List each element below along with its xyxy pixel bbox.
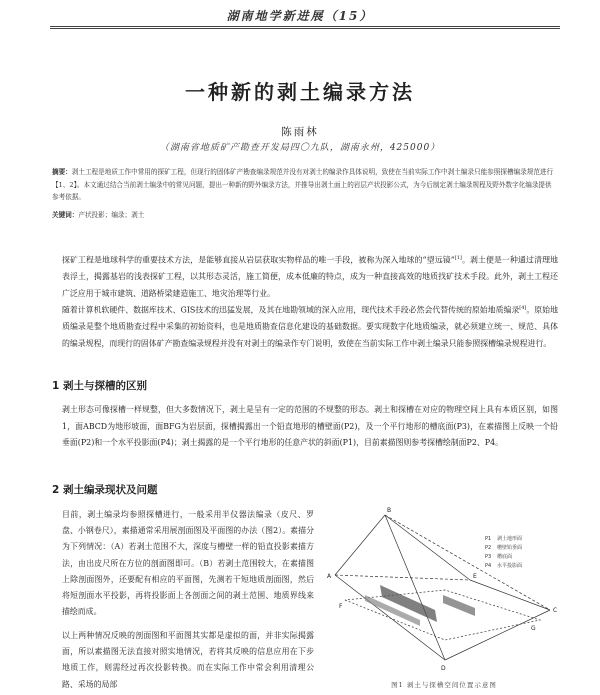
- intro-paragraph-2: [62, 300, 558, 352]
- legend-text: 槽壁铅垂面: [497, 545, 523, 551]
- header-rule: [50, 26, 560, 27]
- intro-p2-rest: 。原始地质编录是整个地质勘查过程中采集的初始资料，也是地质勘查信息化建设的基础数据。要实现数字化地质编录，就必须建立统一、规范、具体的编录规程，而现行的固体矿产勘查编录规程并没有对剥土的编录作专门说明，致使在当前实际工作中剥土编录只能参照探槽编录规程进行。: [62, 305, 558, 348]
- horizontal-plane: [345, 590, 540, 640]
- figure-1-diagram: [325, 500, 563, 680]
- intro-p1-text: 探矿工程是地球科学的重要技术方法，是能够直接从岩层获取实物样品的唯一手段，被称为深入地球的“望远镜”: [62, 255, 455, 265]
- hidden-edge: [385, 515, 550, 610]
- point-label: F: [339, 603, 343, 610]
- section-1-heading: 1 剥土与探槽的区别: [52, 380, 147, 392]
- legend-text: 剥土地形面: [497, 536, 523, 542]
- section-2-paragraph-2: 以上两种情况反映的剖面图和平面图其实都是虚拟的面，并非实际揭露面，所以素描图无法直接对照实地情况，若将其反映的信息应用在下步地质工作，则需经过再次投影转换。而在实际工作中常会利用清理公路、采场的局部: [62, 631, 314, 689]
- intro-p1-rest: 。剥土便是一种通过清理地表浮土，揭露基岩的浅表探矿工程，以其形态灵活，施工简便，成本低廉的特点，成为一种直接高效的地质找矿技术手段。此外，剥土工程还广泛应用于城市建筑、道路桥梁建造施工、地灾治理等行业。: [62, 255, 558, 298]
- abstract-label: 摘要：: [52, 168, 72, 176]
- legend-key: P3: [485, 554, 492, 560]
- section-2-heading: 2 剥土编录现状及问题: [52, 484, 158, 496]
- keywords-label: 关键词：: [52, 211, 79, 219]
- point-label: G: [531, 625, 536, 632]
- legend-text: 槽底面: [497, 554, 513, 560]
- point-label: A: [327, 573, 332, 580]
- edge-line: [385, 515, 445, 660]
- abstract-text: 剥土工程是地质工作中常用的探矿工程，但现行的固体矿产勘查编录规范并没有对剥土的编录作具体说明，致使在当前实际工作中剥土编录只能参照探槽编录规范进行【1、2】。本文通过结合当前剥土编录中的常见问题，提出一种新的野外编录方法，并推导出剥土面上的岩层产状投影公式，为今后制定剥土编录规程及野外数字化编录提供参考依据。: [52, 168, 554, 201]
- edge-line: [470, 580, 550, 610]
- abstract: [52, 166, 557, 204]
- point-label: B: [387, 507, 392, 514]
- edge-line: [445, 610, 550, 660]
- intro-paragraph-1: [62, 250, 558, 302]
- legend-key: P4: [485, 563, 492, 569]
- point-label: E: [473, 573, 477, 580]
- paper-title: 一种新的剥土编录方法: [185, 80, 415, 104]
- affiliation: （湖南省地质矿产勘查开发局四〇九队，湖南永州，425000）: [159, 143, 441, 153]
- keywords: [52, 209, 557, 219]
- legend-text: 水平投影面: [497, 563, 523, 569]
- running-header: 湖南地学新进展（15）: [226, 9, 374, 23]
- intro-p2-text: 随着计算机软硬件、数据库技术、GIS技术的迅猛发展，及其在地勘领域的深入应用，现代技术手段必然会代替传统的原始地质编录: [62, 305, 520, 315]
- header-rule-double: [50, 28, 560, 29]
- edge-line: [385, 515, 470, 580]
- citation-ref: [4]: [519, 305, 527, 311]
- citation-ref: [1]: [454, 255, 462, 261]
- legend-key: P2: [485, 545, 492, 551]
- edge-line: [335, 515, 385, 575]
- section-2-paragraph-1: 目前，剥土编录均参照探槽进行，一般采用半仪器法编录（皮尺、罗盘、小钢卷尺），素描通常采用展剖面图及平面图的办法（图2）。素描分为下列情况：（A）若剥土范围不大，深度与槽壁一样的铅直投影素描方法，由出皮尺所在方位的剖面图即可。（B）若剥土范围较大，在素描图上除剖面图外，还要配有相应的平面图，先测若干短地质剖面图，然后将短剖面水平投影，再将投影面上各剖面之间的剥土范围、地质界线来描绘而成。: [62, 510, 314, 617]
- author: 陈雨林: [281, 126, 319, 138]
- figure-1-caption: 图1 剥土与探槽空间位置示意图: [391, 681, 497, 689]
- hidden-edge: [335, 575, 470, 580]
- point-label: D: [441, 665, 446, 672]
- keywords-text: 产状投影；编录；剥土: [78, 211, 145, 219]
- point-label: C: [553, 607, 558, 614]
- legend-key: P1: [485, 536, 492, 542]
- section-1-paragraph: 剥土形态可像探槽一样规整，但大多数情况下，剥土是呈有一定的范围的不规整的形态。剥土和探槽在对应的物理空间上具有本质区别，如图1，面ABCD为地形坡面，面BFG为岩层面，探槽揭露出一个铅直地形的槽壁面(P2)，及一个平行地形的槽底面(P3)，在素描图上反映一个铅垂面(P2)和一个水平投影面(P4)；剥土揭露的是一个平行地形的任意产状的斜面(P1)，目前素描图则参考探槽绘制面P2、P4。: [62, 405, 558, 447]
